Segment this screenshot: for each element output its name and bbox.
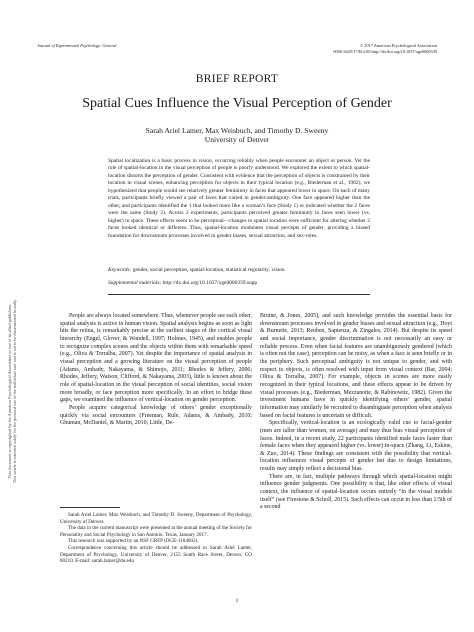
supplemental-link[interactable]: http://dx.doi.org/10.1037/xge0000339.supp xyxy=(162,280,258,286)
supplemental-materials xyxy=(108,280,370,287)
journal-name: Journal of Experimental Psychology: General xyxy=(37,43,117,48)
keywords-label: Keywords: xyxy=(108,267,132,273)
supplemental-label: Supplemental materials: xyxy=(108,280,162,286)
footnote: Correspondence concerning this article should be addressed to Sarah Ariel Lamer, Department of Psychology, University of Denver, 2155 South Race Street, Denver, CO 80210. E-mail: sarah.lamer@du.edu xyxy=(60,544,252,565)
body-paragraph: There are, in fact, multiple pathways through which spatial-location might influence gender judgments. One possibility is that, like other effects of visual context, the influence of spatial-location occurs entirely “in the visual module itself” (see Firestone & Scholl, 2015). Such effects can occur in less than 1/5th of a second xyxy=(260,473,452,511)
body-column-right xyxy=(260,313,452,512)
copyright-side-notice xyxy=(7,256,17,526)
abstract: Spatial localization is a basic process in vision, occurring reliably when people encounter an object or person. Yet the role of spatial-location in the visual perception of people is poorly understood. We explored the extent to which spatial-location distorts the perception of gender. Consistent with evidence that the perception of objects is constrained by their location in visual scenes, enhancing perception for objects in their typical location (e.g., Biederman et al., 1982), we hypothesized that people would see relatively greater femininity in faces that appeared lower in space. On each of many trials, participants briefly viewed a pair of faces that varied in gender-ambiguity. One face appeared higher than the other, and participants identified the 1 that looked more like a woman’s face (Study 1) or indicated whether the 2 faces were the same (Study 2). Across 2 experiments, participants perceived greater femininity in faces seen lower (vs. higher) in space. These effects seem to be perceptual—changes to spatial location were sufficient for altering whether 2 faces looked identical or different. Thus, spatial-location modulates visual percepts of gender, providing a biased foundation for downstream processes involved in gender biases, sexual attraction, and sex-roles. xyxy=(108,158,370,239)
body-column-left xyxy=(60,313,252,428)
affiliation: University of Denver xyxy=(204,135,270,144)
issn-doi-line: 0096-3445/17/$12.00 http://dx.doi.org/10.1037/xge0000339 xyxy=(333,48,437,54)
keywords xyxy=(108,267,370,274)
body-paragraph: People acquire categorical knowledge of others’ gender exceptionally quickly via social encounters (Freeman, Rule, Adams, & Ambady, 2010; Ghuman, McDaniel, & Martin, 2010; Little, De- xyxy=(60,404,252,427)
footnote: This research was supported by an NSF GRFP (DGE-1104602). xyxy=(68,538,199,545)
side-notice-line-1: This document is copyrighted by the American Psychological Association or one of its allied publishers. xyxy=(6,303,12,479)
body-paragraph: People are always located somewhere. Thus, whenever people see each other, spatial analysis is active in human vision. Spatial analysis begins as soon as light hits the retina, is remarkably precise at the earliest stages of the cortical visual hierarchy (Engel, Glover, & Wandell, 1997; Holmes, 1945), and enables people to recognize complex scenes and the objects within them with remarkable speed (e.g., Oliva & Torralba, 2007). Yet despite the importance of spatial analysis in visual perception and a growing literature on the visual perception of people (Adams, Ambady, Nakayama, & Shimojo, 2011; Rhodes & Jeffery, 2006; Rhodes, Jeffery, Watson, Clifford, & Nakayama, 2003), little is known about the role of spatial-location in the visual perception of social identities, social vision more broadly, or face perception more specifically. In an effort to bridge these gaps, we examined the influence of vertical-location on gender perception. xyxy=(60,313,253,404)
keywords-text: gender, social perception, spatial-location, statistical regularity, vision xyxy=(132,267,285,273)
article-type-label: BRIEF REPORT xyxy=(195,73,279,85)
abstract-divider xyxy=(108,294,370,295)
footnote: The data in the current manuscript were presented at the annual meeting of the Society for Personality and Social Psychology in San Antonio, Texas, January 2017. xyxy=(60,525,252,538)
copyright-line: © 2017 American Psychological Association xyxy=(359,43,437,48)
author-list: Sarah Ariel Lamer, Max Weisbuch, and Timothy D. Sweeny xyxy=(145,126,329,135)
page-number: 1 xyxy=(235,598,239,604)
body-paragraph: Specifically, vertical-location is an ecologically valid cue to facial-gender (men are taller than women, on average) and may thus bias visual perception of faces. Indeed, in a recent study, 22 participants identified male faces faster than female faces when they appeared higher (vs. lower) in-space (Zhang, Li, Eskine, & Zuo, 2014). These findings are consistent with the possibility that vertical-location influences visual percepts of gender but due to design limitations, results may simply reflect a decisional bias. xyxy=(260,420,452,473)
side-notice-line-2: This article is intended solely for the personal use of the individual user and is not to be disseminated broadly. xyxy=(12,299,17,484)
copyright-header xyxy=(197,43,437,54)
body-paragraph: Bruine, & Jones, 2005), and such knowledge provides the essential basis for downstream processes involved in gender biases and sexual attraction (e.g., Hoyt & Burnette, 2013; Reuben, Sapienza, & Zingales, 2014). But despite its speed and social importance, gender discrimination is not necessarily an easy or reliable process. Even when facial features are unambiguously gendered (which is often not the case), perception can be noisy, as when a face is seen briefly or in the periphery. Such perceptual ambiguity is not unique to gender, and with respect to objects, is often resolved with input from visual context (Bar, 2004; Oliva & Torralba, 2007). For example, objects in scenes are more easily recognized in their typical locations, and these effects appear to be driven by visual processes (e.g., Biederman, Mezzanotte, & Rabinowitz, 1982). Given the investment humans have in quickly identifying others’ gender, spatial information may similarly be recruited to disambiguate perception when analysis based on facial features is uncertain or difficult. xyxy=(260,313,452,419)
footnote: Sarah Ariel Lamer, Max Weisbuch, and Timothy D. Sweeny, Department of Psychology, University of Denver. xyxy=(60,512,252,525)
article-title: Spatial Cues Influence the Visual Perception of Gender xyxy=(82,96,392,111)
footnote-divider xyxy=(60,507,120,508)
author-note xyxy=(60,512,252,565)
